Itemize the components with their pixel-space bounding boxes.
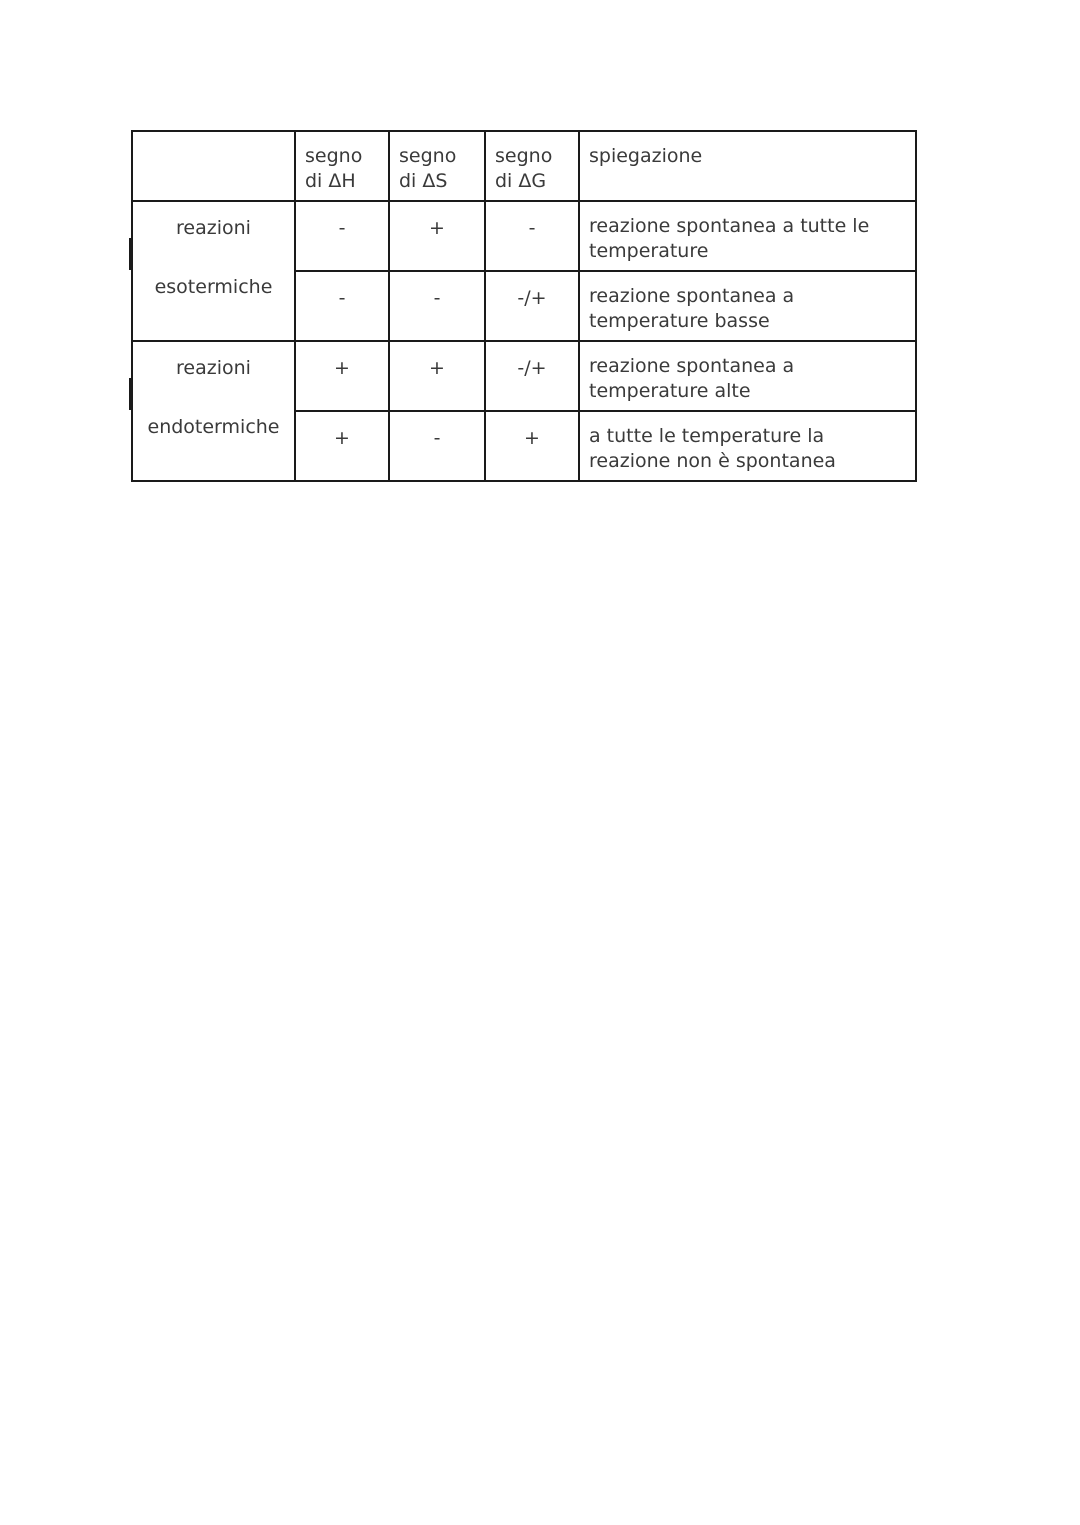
delta-g-value: -/+ (485, 271, 579, 341)
delta-h-value: - (295, 201, 389, 271)
group-label-line2: endotermiche (147, 416, 280, 438)
table-row (132, 341, 916, 411)
header-empty-cell (132, 131, 295, 201)
group-label-endothermic (132, 341, 295, 481)
group-divider-mark (129, 238, 131, 270)
group-divider-mark (129, 378, 131, 410)
delta-s-value: - (389, 411, 485, 481)
delta-g-value: -/+ (485, 341, 579, 411)
explanation-text: a tutte le temperature la reazione non è spontanea (579, 411, 916, 481)
header-sign-delta-h: segno di ΔH (295, 131, 389, 201)
delta-h-value: - (295, 271, 389, 341)
delta-s-value: - (389, 271, 485, 341)
header-explanation: spiegazione (579, 131, 916, 201)
delta-s-value: + (389, 341, 485, 411)
header-row (132, 131, 916, 201)
delta-h-value: + (295, 341, 389, 411)
group-label-exothermic (132, 201, 295, 341)
delta-s-value: + (389, 201, 485, 271)
delta-h-value: + (295, 411, 389, 481)
delta-g-value: - (485, 201, 579, 271)
header-sign-delta-g: segno di ΔG (485, 131, 579, 201)
thermodynamics-sign-table (131, 130, 917, 482)
group-label-line1: reazioni (176, 357, 251, 379)
explanation-text: reazione spontanea a temperature alte (579, 341, 916, 411)
group-label-line2: esotermiche (154, 276, 273, 298)
header-sign-delta-s: segno di ΔS (389, 131, 485, 201)
explanation-text: reazione spontanea a tutte le temperature (579, 201, 916, 271)
table-row (132, 201, 916, 271)
delta-g-value: + (485, 411, 579, 481)
group-label-line1: reazioni (176, 217, 251, 239)
explanation-text: reazione spontanea a temperature basse (579, 271, 916, 341)
